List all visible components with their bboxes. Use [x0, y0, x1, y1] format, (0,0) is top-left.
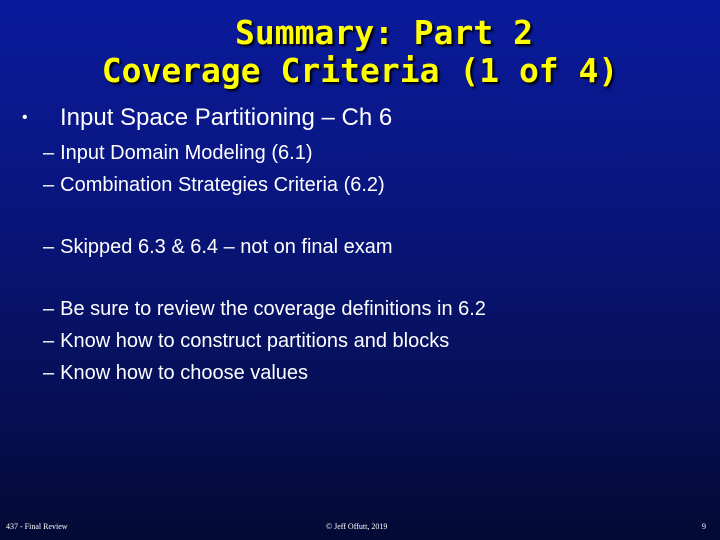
sub-bullet-text: Combination Strategies Criteria (6.2)	[60, 174, 385, 196]
title-line-2: Coverage Criteria (1 of 4)	[101, 51, 619, 90]
sub-dash: –	[43, 298, 55, 320]
footer-page-number: 9	[702, 522, 706, 531]
sub-bullet-6	[43, 361, 308, 385]
sub-bullet-text: Know how to choose values	[60, 362, 309, 384]
sub-bullet-text: Be sure to review the coverage definitions in 6.2	[60, 298, 486, 320]
bullet-marker-icon: •	[22, 109, 28, 126]
sub-bullet-3	[43, 235, 393, 259]
main-bullet-text: Input Space Partitioning – Ch 6	[60, 104, 393, 131]
slide-title	[0, 14, 720, 90]
sub-dash: –	[43, 142, 55, 164]
sub-bullet-text: Know how to construct partitions and blocks	[60, 330, 450, 352]
sub-dash: –	[43, 174, 55, 196]
sub-bullet-4	[43, 297, 486, 321]
title-line-1: Summary: Part 2	[234, 13, 533, 52]
main-bullet	[22, 104, 392, 132]
sub-dash: –	[43, 236, 55, 258]
sub-bullet-text: Input Domain Modeling (6.1)	[60, 142, 313, 164]
sub-bullet-5	[43, 329, 449, 353]
sub-bullet-text: Skipped 6.3 & 6.4 – not on final exam	[60, 236, 393, 258]
footer-course: 437 - Final Review	[6, 522, 68, 531]
footer-copyright: © Jeff Offutt, 2019	[326, 522, 388, 531]
sub-bullet-2	[43, 173, 385, 197]
sub-dash: –	[43, 330, 55, 352]
sub-dash: –	[43, 362, 55, 384]
sub-bullet-1	[43, 141, 312, 165]
